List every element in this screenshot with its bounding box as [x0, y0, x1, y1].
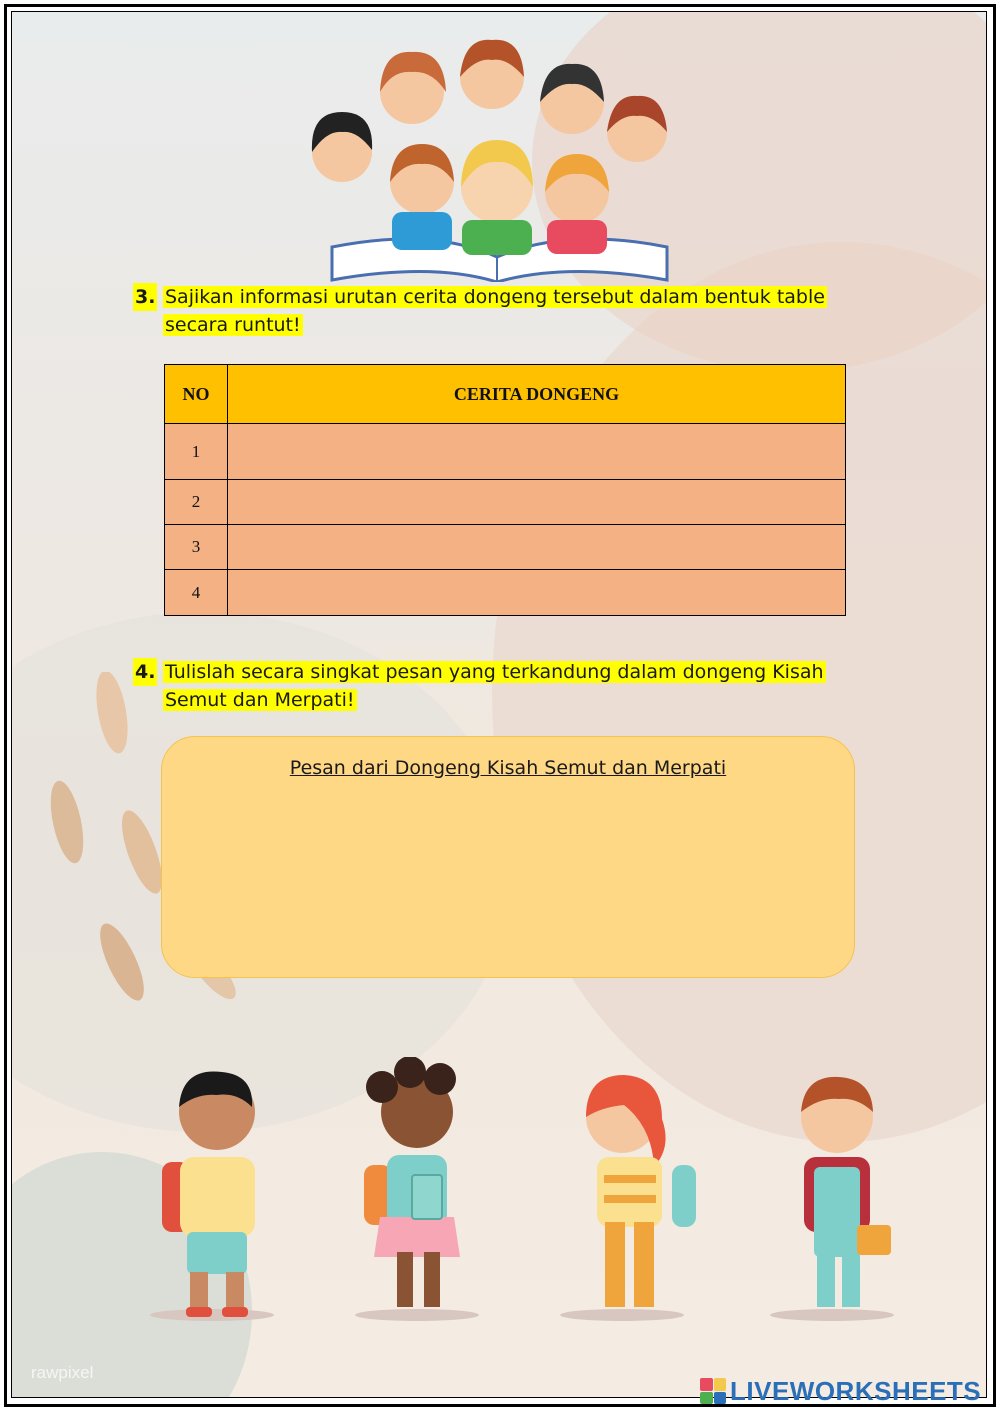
question-4: [133, 658, 853, 718]
header-no: NO: [165, 365, 228, 424]
table-row: [165, 570, 846, 616]
liveworksheets-logo-icon: [700, 1378, 726, 1404]
table-row: [165, 480, 846, 525]
story-sequence-table: [164, 364, 846, 616]
question-3-number: 3.: [133, 283, 157, 311]
message-answer-box[interactable]: [161, 736, 855, 978]
question-3-line-2: secara runtut!: [165, 314, 301, 336]
header-cerita-dongeng: CERITA DONGENG: [228, 365, 846, 424]
rawpixel-watermark: rawpixel: [31, 1363, 94, 1382]
row-number: 1: [165, 424, 228, 480]
row-number: 2: [165, 480, 228, 525]
story-input-cell[interactable]: [228, 480, 846, 525]
story-input-cell[interactable]: [228, 570, 846, 616]
question-4-number: 4.: [133, 658, 157, 686]
question-3: [133, 283, 853, 343]
kids-with-backpacks-illustration: [142, 1057, 922, 1327]
story-input-cell[interactable]: [228, 424, 846, 480]
worksheet-page: [11, 11, 987, 1398]
question-4-line-2: Semut dan Merpati!: [165, 689, 355, 711]
kids-reading-book-illustration: [282, 32, 722, 282]
question-4-line-1: Tulislah secara singkat pesan yang terkandung dalam dongeng Kisah: [165, 661, 824, 683]
row-number: 3: [165, 525, 228, 570]
message-box-title: Pesan dari Dongeng Kisah Semut dan Merpati: [289, 757, 727, 779]
row-number: 4: [165, 570, 228, 616]
table-header-row: [165, 365, 846, 424]
table-row: [165, 525, 846, 570]
liveworksheets-brand[interactable]: [700, 1376, 981, 1406]
table-row: [165, 424, 846, 480]
question-3-line-1: Sajikan informasi urutan cerita dongeng tersebut dalam bentuk table: [165, 286, 825, 308]
story-input-cell[interactable]: [228, 525, 846, 570]
liveworksheets-brand-text: LIVEWORKSHEETS: [730, 1375, 982, 1406]
